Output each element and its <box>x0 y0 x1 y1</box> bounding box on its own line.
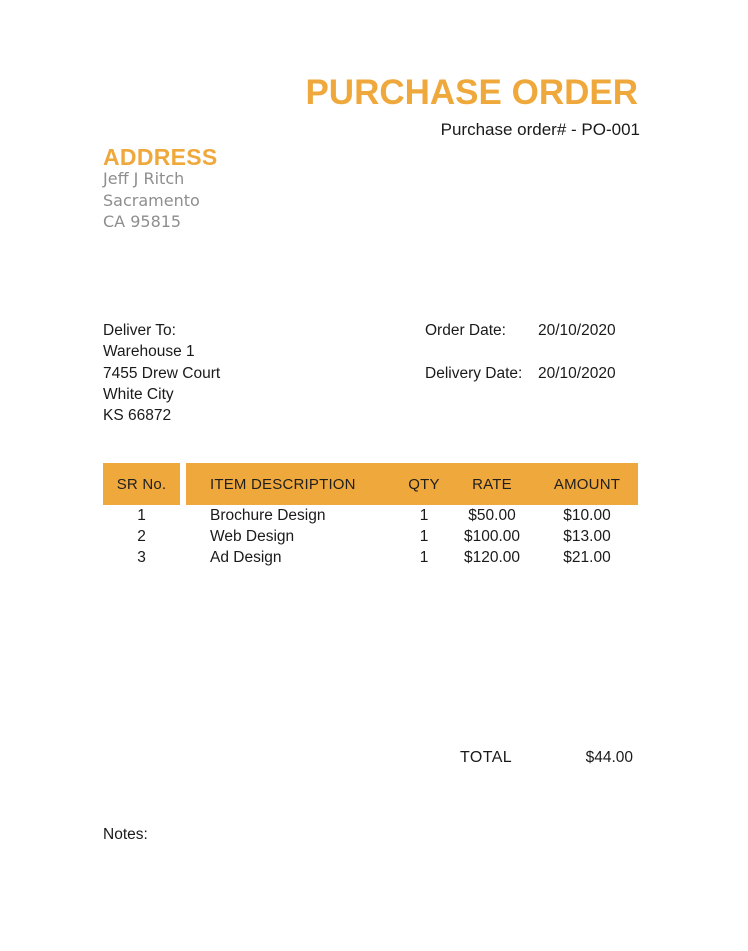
item-amount: $21.00 <box>563 549 611 567</box>
item-description: Ad Design <box>210 549 282 567</box>
item-description: Web Design <box>210 527 295 545</box>
deliver-to-line: White City <box>103 385 174 403</box>
vendor-address-block <box>103 168 200 233</box>
delivery-date-label: Delivery Date: <box>425 365 523 382</box>
header-amount: AMOUNT <box>553 475 621 493</box>
header-item-description: ITEM DESCRIPTION <box>210 475 356 493</box>
item-amount: $13.00 <box>563 527 611 545</box>
order-date-label: Order Date: <box>425 322 506 339</box>
item-qty: 1 <box>419 527 429 545</box>
item-qty: 1 <box>419 549 429 567</box>
items-table <box>103 463 638 569</box>
page-title: PURCHASE ORDER <box>305 73 638 112</box>
item-row <box>103 548 638 569</box>
deliver-to-line: KS 66872 <box>103 407 172 425</box>
item-sr-no: 1 <box>137 506 146 524</box>
item-row <box>103 526 638 547</box>
deliver-to-label: Deliver To: <box>103 322 176 339</box>
delivery-date-value: 20/10/2020 <box>538 365 616 382</box>
total-label: TOTAL <box>460 749 513 766</box>
item-rate: $50.00 <box>468 506 516 524</box>
vendor-address-line: CA 95815 <box>103 212 182 231</box>
item-row <box>103 505 638 526</box>
vendor-address-line: Jeff J Ritch <box>103 169 185 188</box>
deliver-to-line: Warehouse 1 <box>103 343 195 361</box>
item-rate: $120.00 <box>463 549 521 567</box>
order-number: Purchase order# - PO-001 <box>440 120 640 139</box>
deliver-to-line: 7455 Drew Court <box>103 364 221 382</box>
header-rate: RATE <box>472 475 512 493</box>
items-table-body <box>103 505 638 569</box>
notes-label: Notes: <box>103 826 148 843</box>
item-rate: $100.00 <box>463 527 521 545</box>
header-sr-no: SR No. <box>116 475 167 493</box>
address-heading: ADDRESS <box>103 144 218 170</box>
item-amount: $10.00 <box>563 506 611 524</box>
item-sr-no: 2 <box>137 527 146 545</box>
deliver-to-block <box>103 320 220 426</box>
item-description: Brochure Design <box>210 506 326 524</box>
item-sr-no: 3 <box>137 549 146 567</box>
total-value: $44.00 <box>585 749 633 766</box>
order-date-value: 20/10/2020 <box>538 322 616 339</box>
header-qty: QTY <box>408 475 440 493</box>
item-qty: 1 <box>419 506 429 524</box>
vendor-address-line: Sacramento <box>103 190 200 210</box>
items-table-header-row <box>103 463 638 505</box>
